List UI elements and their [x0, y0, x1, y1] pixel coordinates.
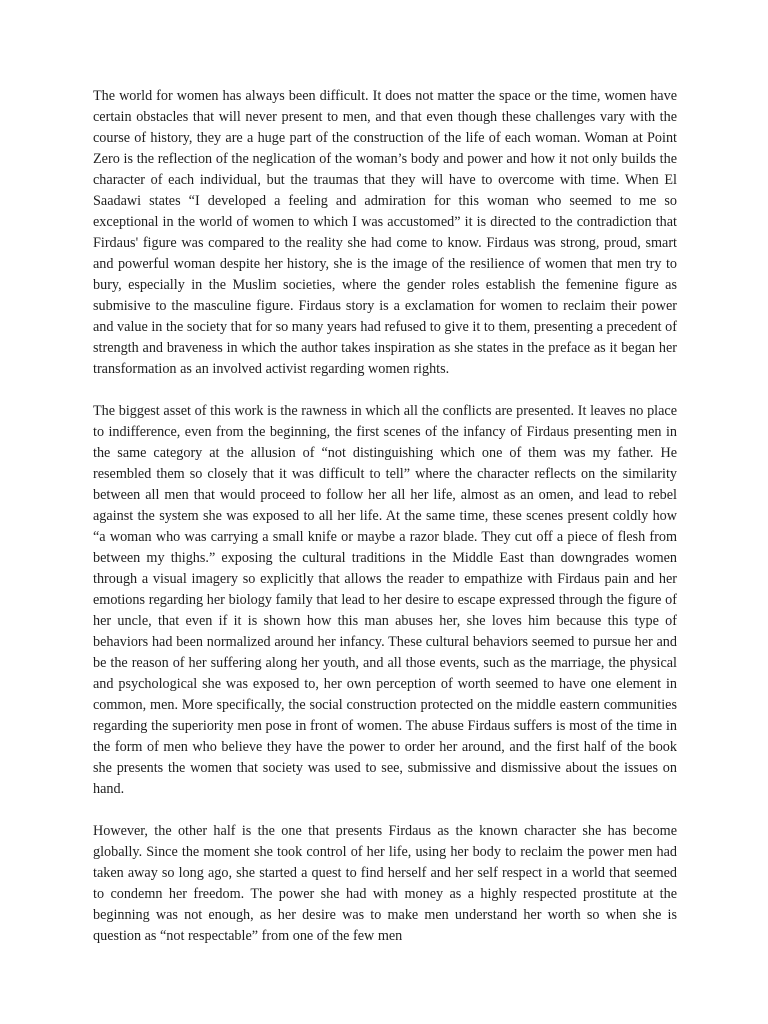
paragraph-2: The biggest asset of this work is the rawness in which all the conflicts are presented. It leaves no place to indifference, even from the beginning, the first scenes of the infancy of Firdaus presenting men in the same category at the allusion of “not distinguishing which one of them was my father. He resembled them so closely that it was difficult to tell” where the character reflects on the similarity between all men that would proceed to follow her all her life, almost as an omen, and lead to rebel against the system she was exposed to all her life. At the same time, these scenes present coldly how “a woman who was carrying a small knife or maybe a razor blade. They cut off a piece of flesh from between my thighs.” exposing the cultural traditions in the Middle East than downgrades women through a visual imagery so explicitly that allows the reader to empathize with Firdaus pain and her emotions regarding her biology family that lead to her desire to escape expressed through the figure of her uncle, that even if it is shown how this man abuses her, she loves him because this type of behaviors had been normalized around her infancy. These cultural behaviors seemed to pursue her and be the reason of her suffering along her youth, and all those events, such as the marriage, the physical and psychological she was exposed to, her own perception of worth seemed to have one element in common, men. More specifically, the social construction protected on the middle eastern communities regarding the superiority men pose in front of women. The abuse Firdaus suffers is most of the time in the form of men who believe they have the power to order her around, and the first half of the book she presents the women that society was used to see, submissive and dismissive about the issues on hand.: [93, 403, 677, 797]
document-page: [93, 86, 677, 968]
paragraph-3: However, the other half is the one that presents Firdaus as the known character she has become globally. Since the moment she took control of her life, using her body to reclaim the power men had taken away so long ago, she started a quest to find herself and her self respect in a world that seemed to condemn her freedom. The power she had with money as a highly respected prostitute at the beginning was not enough, as her desire was to make men understand her worth so when she is question as “not respectable” from one of the few men: [93, 823, 677, 944]
paragraph-1: The world for women has always been difficult. It does not matter the space or the time, women have certain obstacles that will never present to men, and that even though these challenges vary with the course of history, they are a huge part of the construction of the life of each woman. Woman at Point Zero is the reflection of the neglication of the woman’s body and power and how it not only builds the character of each individual, but the traumas that they will have to overcome with time. When El Saadawi states “I developed a feeling and admiration for this woman who seemed to me so exceptional in the world of women to which I was accustomed” it is directed to the contradiction that Firdaus' figure was compared to the reality she had come to know. Firdaus was strong, proud, smart and powerful woman despite her history, she is the image of the resilience of women that men try to bury, especially in the Muslim societies, where the gender roles establish the femenine figure as submisive to the masculine figure. Firdaus story is a exclamation for women to reclaim their power and value in the society that for so many years had refused to give it to them, presenting a precedent of strength and braveness in which the author takes inspiration as she states in the preface as it began her transformation as an involved activist regarding women rights.: [93, 88, 677, 377]
